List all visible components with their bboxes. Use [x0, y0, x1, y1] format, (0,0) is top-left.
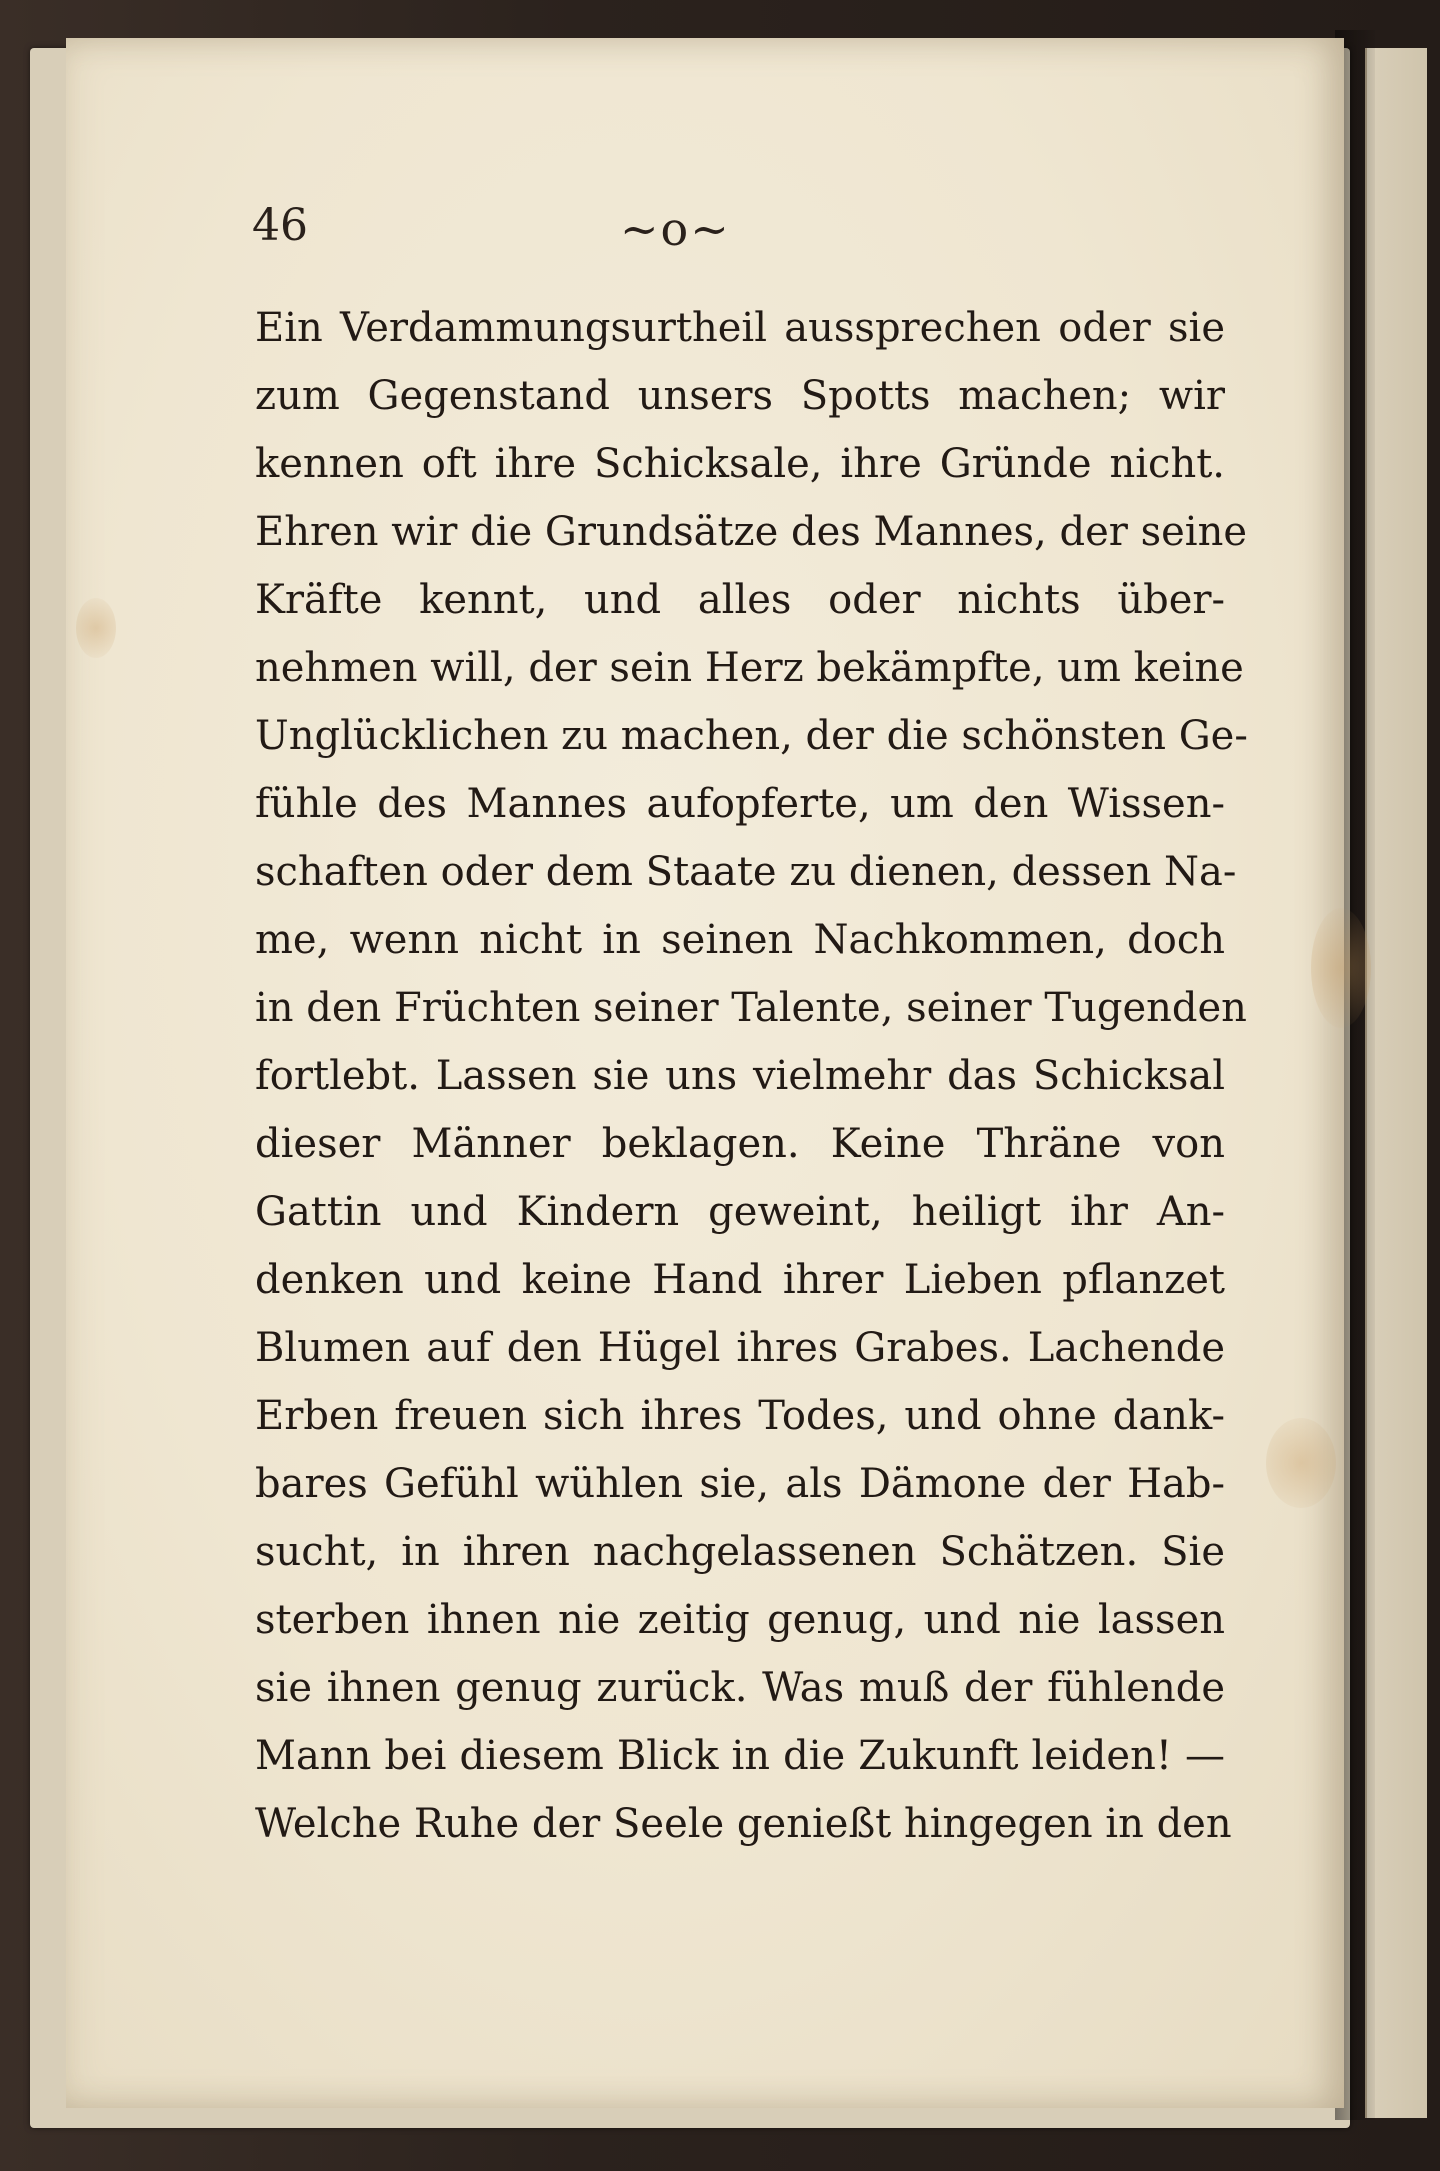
text-line: Gattin und Kindern geweint, heiligt ihr An- [255, 1189, 1225, 1235]
page-number: 46 [252, 200, 308, 251]
text-line: bares Gefühl wühlen sie, als Dämone der Hab- [255, 1461, 1225, 1507]
foxing-stain [1266, 1418, 1336, 1508]
text-line: me, wenn nicht in seinen Nachkommen, doch [255, 917, 1225, 963]
body-text [255, 295, 1248, 1895]
text-line: fühle des Mannes aufopferte, um den Wissen- [255, 781, 1225, 827]
text-line: in den Früchten seiner Talente, seiner Tugenden [255, 985, 1247, 1031]
text-line: Welche Ruhe der Seele genießt hingegen in den [255, 1801, 1232, 1847]
text-line: Ein Verdammungsurtheil aussprechen oder sie [255, 305, 1225, 351]
text-line: dieser Männer beklagen. Keine Thräne von [255, 1121, 1225, 1167]
text-line: nehmen will, der sein Herz bekämpfte, um keine [255, 645, 1244, 691]
text-line: Unglücklichen zu machen, der die schönsten Ge- [255, 713, 1248, 759]
text-line: Ehren wir die Grundsätze des Mannes, der seine [255, 509, 1248, 555]
text-line: denken und keine Hand ihrer Lieben pflanzet [255, 1257, 1225, 1303]
page-header [190, 200, 1220, 270]
header-ornament: ~o~ [620, 202, 731, 256]
text-line: kennen oft ihre Schicksale, ihre Gründe nicht. [255, 441, 1225, 487]
text-line: Mann bei diesem Blick in die Zukunft leiden! — [255, 1733, 1225, 1779]
text-line: fortlebt. Lassen sie uns vielmehr das Schicksal [255, 1053, 1225, 1099]
foxing-stain [76, 598, 116, 658]
text-line: Erben freuen sich ihres Todes, und ohne dank- [255, 1393, 1225, 1439]
text-line: Blumen auf den Hügel ihres Grabes. Lachende [255, 1325, 1225, 1371]
text-line: schaften oder dem Staate zu dienen, dessen Na- [255, 849, 1237, 895]
text-line: sie ihnen genug zurück. Was muß der fühlende [255, 1665, 1225, 1711]
foxing-stain [1311, 908, 1371, 1028]
text-line: Kräfte kennt, und alles oder nichts über- [255, 577, 1225, 623]
text-line: zum Gegenstand unsers Spotts machen; wir [255, 373, 1225, 419]
text-line: sterben ihnen nie zeitig genug, und nie lassen [255, 1597, 1225, 1643]
text-line: sucht, in ihren nachgelassenen Schätzen. Sie [255, 1529, 1225, 1575]
